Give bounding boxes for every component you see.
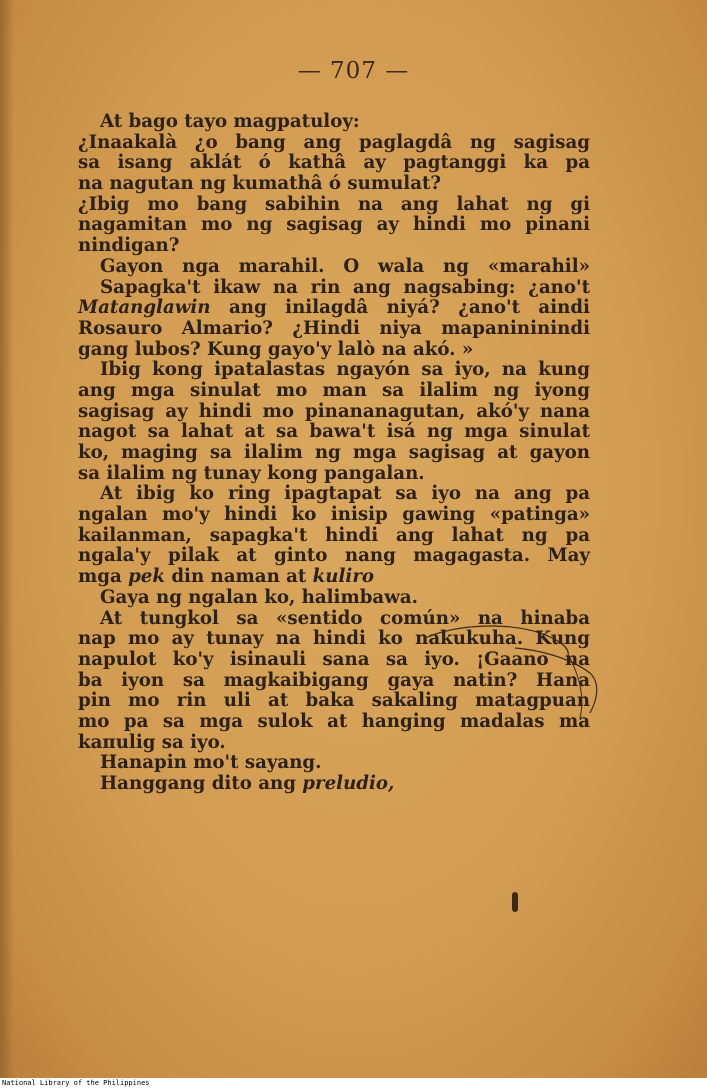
text-line: gang lubos? Kung gayo'y lalò na akó. » xyxy=(78,338,474,360)
pencil-mark-drawing xyxy=(420,618,610,728)
text-line: ¿Ibig mo bang sabihin na ang lahat ng gi xyxy=(78,193,590,215)
text-line: ¿Inaakalà ¿o bang ang paglagdâ ng sagisag xyxy=(78,131,590,153)
page-binding-shadow xyxy=(0,0,14,1078)
text-line: nindigan? xyxy=(78,235,180,257)
text-line: nagamitan mo ng sagisag ay hindi mo pinani xyxy=(78,214,590,236)
library-footer: National Library of the Philippines xyxy=(0,1078,707,1088)
text-line: Ibig kong ipatalastas ngayón sa iyo, na kung xyxy=(100,359,590,381)
text-line: kailanman, sapagka't hindi ang lahat ng pa xyxy=(78,524,590,546)
text-line: sa isang aklát ó kathâ ay pagtanggi ka pa xyxy=(78,152,590,174)
text-line: Rosauro Almario? ¿Hindi niya mapanininindi xyxy=(78,317,590,339)
text-line: At tungkol sa «sentido común» na hinaba xyxy=(100,607,590,629)
text-line: Hanggang dito ang preludio, xyxy=(100,773,395,794)
text-line: ang mga sinulat mo man sa ilalim ng iyong xyxy=(78,379,590,401)
text-line: At ibig ko ring ipagtapat sa iyo na ang pa xyxy=(100,483,590,505)
text-line: nap mo ay tunay na hindi ko nakukuha. Kung xyxy=(78,628,590,650)
text-line: At bago tayo magpatuloy: xyxy=(100,111,360,132)
text-line: Gaya ng ngalan ko, halimbawa. xyxy=(100,586,418,608)
text-line: sagisag ay hindi mo pinananagutan, akó'y nana xyxy=(78,400,590,422)
text-line: na nagutan ng kumathâ ó sumulat? xyxy=(78,173,442,195)
text-line: Gayon nga marahil. O wala ng «marahil» xyxy=(100,255,590,277)
text-line: pin mo rin uli at baka sakaling matagpuan xyxy=(78,690,590,712)
text-line: ko, maging sa ilalim ng mga sagisag at gayon xyxy=(78,442,590,463)
text-line: mo pa sa mga sulok at hanging madalas ma xyxy=(78,710,590,732)
text-line: ba iyon sa magkaibigang gaya natin? Hana xyxy=(78,669,590,691)
text-line: kaпulig sa iyo. xyxy=(78,731,226,753)
text-line: napulot ko'y isinauli sana sa iyo. ¡Gaano na xyxy=(78,648,590,670)
ink-stroke-mark xyxy=(512,892,518,912)
text-line: Sapagka't ikaw na rin ang nagsabing: ¿ano't xyxy=(100,276,590,298)
text-line: Hanapin mo't sayang. xyxy=(100,752,322,774)
text-line: mga pek din naman at kuliro xyxy=(78,566,375,588)
text-line: Matanglawin ang inilagdâ niyá? ¿ano't aindi xyxy=(78,297,590,319)
page-number: — 707 — xyxy=(297,58,410,84)
text-line: ngala'y pilak at ginto nang magagasta. May xyxy=(78,545,590,567)
text-line: ngalan mo'y hindi ko inisip gawing «patinga» xyxy=(78,504,590,526)
text-line: sa ilalim ng tunay kong pangalan. xyxy=(78,462,425,484)
text-line: nagot sa lahat at sa bawa't isá ng mga sinulat xyxy=(78,421,590,443)
